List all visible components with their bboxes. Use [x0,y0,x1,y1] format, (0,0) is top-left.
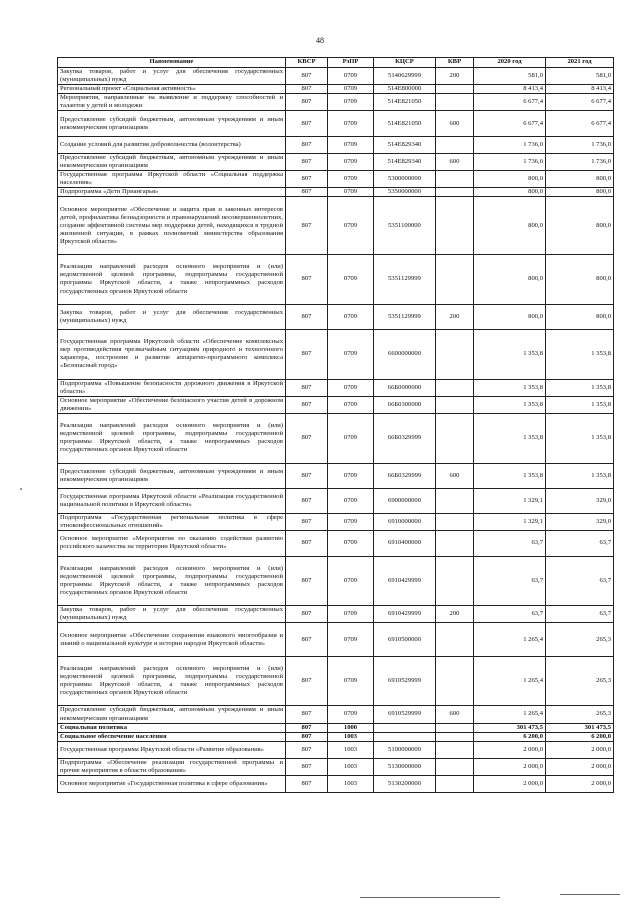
cell-rzpr: 1000 [328,723,374,732]
cell-2020: 63,7 [474,531,546,556]
cell-kcsr: 5130200000 [374,776,436,793]
cell-2020: 1 353,8 [474,413,546,463]
cell-kvr: 600 [436,111,474,136]
cell-rzpr: 0709 [328,396,374,413]
cell-2021: 63,7 [546,556,614,606]
cell-rzpr: 0709 [328,531,374,556]
cell-rzpr: 0709 [328,379,374,396]
cell-kvsr: 807 [286,606,328,623]
cell-kvsr: 807 [286,153,328,170]
cell-kvsr: 807 [286,463,328,488]
cell-2021: 800,0 [546,304,614,329]
cell-kvsr: 807 [286,111,328,136]
cell-kcsr: 514E800000 [374,85,436,94]
table-row [58,379,614,396]
cell-kvsr: 807 [286,732,328,741]
cell-kcsr: 66Б0000000 [374,379,436,396]
cell-name: Подпрограмма «Обеспечение реализации государственной программы и прочие мероприятия в области образования» [58,758,286,775]
cell-name: Социальная политика [58,723,286,732]
cell-kcsr: 6910500000 [374,623,436,656]
cell-kvr [436,488,474,513]
cell-2020: 1 736,0 [474,153,546,170]
cell-2020: 63,7 [474,556,546,606]
cell-kvr: 200 [436,304,474,329]
table-row [58,188,614,197]
cell-kvsr: 807 [286,531,328,556]
cell-2021: 6 677,4 [546,111,614,136]
cell-2020: 1 329,1 [474,514,546,531]
cell-kvsr: 807 [286,68,328,85]
cell-kcsr: 5100000000 [374,741,436,758]
cell-rzpr: 0709 [328,656,374,706]
cell-kvsr: 807 [286,706,328,723]
cell-name: Государственная программа Иркутской области «Развитие образования» [58,741,286,758]
cell-kcsr: 66Б0329999 [374,463,436,488]
header-rzpr: РзПР [328,58,374,68]
cell-kvsr: 807 [286,556,328,606]
cell-name: Подпрограмма «Повышение безопасности дорожного движения в Иркутской области» [58,379,286,396]
cell-kvr [436,776,474,793]
cell-kvsr: 807 [286,255,328,305]
cell-kvr: 600 [436,706,474,723]
cell-2021: 6 200,0 [546,732,614,741]
cell-kvr [436,197,474,255]
header-kcsr: КЦСР [374,58,436,68]
cell-2020: 2 000,0 [474,758,546,775]
table-row [58,304,614,329]
cell-kvsr: 807 [286,330,328,380]
cell-kvsr: 807 [286,379,328,396]
table-row [58,741,614,758]
cell-kvr [436,531,474,556]
cell-kcsr: 66Б0329999 [374,413,436,463]
cell-2020: 1 353,8 [474,330,546,380]
cell-rzpr: 0709 [328,94,374,111]
cell-kvr [436,656,474,706]
table-row [58,396,614,413]
cell-kcsr [374,732,436,741]
table-row [58,111,614,136]
table-row [58,68,614,85]
table-row [58,136,614,153]
cell-name: Реализация направлений расходов основного мероприятия и (или) ведомственной целевой программы, подпрограммы государственной программы Иркутской области, а также непрограммных расходов государственных органов Иркутской области [58,656,286,706]
cell-rzpr: 0709 [328,304,374,329]
cell-kvr [436,556,474,606]
cell-name: Мероприятия, направленные на выявление и поддержку способностей и талантов у детей и молодежи [58,94,286,111]
table-row [58,606,614,623]
header-2021: 2021 год [546,58,614,68]
cell-2021: 2 000,0 [546,776,614,793]
cell-name: Закупка товаров, работ и услуг для обеспечения государственных (муниципальных) нужд [58,606,286,623]
cell-kcsr: 5300000000 [374,171,436,188]
cell-2020: 6 200,0 [474,732,546,741]
cell-kvsr: 807 [286,723,328,732]
cell-kvr [436,379,474,396]
cell-kcsr: 514E829340 [374,153,436,170]
cell-kcsr: 5140629999 [374,68,436,85]
cell-2021: 1 353,8 [546,413,614,463]
cell-kvr: 600 [436,463,474,488]
cell-kvr [436,255,474,305]
cell-name: Основное мероприятие «Обеспечение безопасного участия детей в дорожном движении» [58,396,286,413]
cell-kvsr: 807 [286,413,328,463]
cell-kcsr: 6910529999 [374,656,436,706]
header-kvr: КВР [436,58,474,68]
table-row [58,153,614,170]
cell-rzpr: 1003 [328,741,374,758]
cell-kvsr: 807 [286,776,328,793]
cell-2020: 800,0 [474,188,546,197]
cell-kcsr: 6910000000 [374,514,436,531]
cell-kvr [436,396,474,413]
cell-kvsr: 807 [286,94,328,111]
cell-name: Реализация направлений расходов основного мероприятия и (или) ведомственной целевой программы, подпрограммы государственной программы Иркутской области, а также непрограммных расходов государственных органов Иркутской области [58,255,286,305]
cell-name: Реализация направлений расходов основного мероприятия и (или) ведомственной целевой программы, подпрограммы государственной программы Иркутской области, а также непрограммных расходов государственных органов Иркутской области [58,413,286,463]
cell-name: Закупка товаров, работ и услуг для обеспечения государственных (муниципальных) нужд [58,304,286,329]
cell-kcsr [374,723,436,732]
table-row [58,623,614,656]
table-row [58,171,614,188]
cell-2021: 1 736,0 [546,153,614,170]
cell-2020: 581,0 [474,68,546,85]
table-row [58,197,614,255]
cell-kvsr: 807 [286,136,328,153]
cell-kvsr: 807 [286,741,328,758]
table-row [58,556,614,606]
cell-kcsr: 514E829340 [374,136,436,153]
cell-kvr [436,732,474,741]
cell-rzpr: 0709 [328,85,374,94]
cell-kcsr: 6910529999 [374,706,436,723]
cell-2021: 301 473,5 [546,723,614,732]
cell-2021: 63,7 [546,531,614,556]
cell-kvsr: 807 [286,85,328,94]
cell-2021: 1 353,8 [546,330,614,380]
cell-2021: 1 353,8 [546,463,614,488]
cell-kvr [436,85,474,94]
cell-name: Основное мероприятие «Обеспечение сохранения языкового многообразия и знаний о национальной культуре и истории народов Иркутской области» [58,623,286,656]
cell-name: Основное мероприятие «Государственная политика в сфере образования» [58,776,286,793]
cell-2021: 265,3 [546,623,614,656]
cell-kvr: 200 [436,606,474,623]
page-number: 48 [316,36,324,45]
cell-2020: 2 000,0 [474,776,546,793]
cell-kcsr: 6910429999 [374,606,436,623]
cell-kvr [436,171,474,188]
cell-kcsr: 6910400000 [374,531,436,556]
cell-2020: 800,0 [474,171,546,188]
cell-kvsr: 807 [286,396,328,413]
cell-2020: 1 265,4 [474,656,546,706]
cell-rzpr: 0709 [328,255,374,305]
cell-kvr [436,623,474,656]
budget-table [57,57,614,793]
cell-2021: 63,7 [546,606,614,623]
cell-2020: 1 265,4 [474,706,546,723]
header-kvsr: КВСР [286,58,328,68]
cell-name: Предоставление субсидий бюджетным, автономным учреждениям и иным некоммерческим организациям [58,706,286,723]
cell-kvsr: 807 [286,171,328,188]
cell-2021: 329,0 [546,488,614,513]
cell-2020: 2 000,0 [474,741,546,758]
cell-2021: 800,0 [546,197,614,255]
scan-artifact-line [360,897,500,898]
cell-rzpr: 0709 [328,136,374,153]
cell-2020: 800,0 [474,304,546,329]
cell-rzpr: 1003 [328,776,374,793]
cell-2020: 1 736,0 [474,136,546,153]
cell-kvr [436,514,474,531]
cell-name: Подпрограмма «Государственная региональная политика в сфере этноконфессиональных отношений» [58,514,286,531]
cell-kvr: 600 [436,153,474,170]
cell-kvr [436,723,474,732]
header-name: Наименование [58,58,286,68]
table-row [58,255,614,305]
cell-kvr [436,136,474,153]
cell-rzpr: 0709 [328,171,374,188]
cell-name: Предоставление субсидий бюджетным, автономным учреждениям и иным некоммерческим организациям [58,463,286,488]
cell-name: Региональный проект «Социальная активность» [58,85,286,94]
cell-2021: 2 000,0 [546,758,614,775]
cell-2021: 800,0 [546,255,614,305]
cell-kcsr: 66Б0300000 [374,396,436,413]
cell-name: Предоставление субсидий бюджетным, автономным учреждениям и иным некоммерческим организациям [58,153,286,170]
cell-kvsr: 807 [286,758,328,775]
cell-rzpr: 0709 [328,68,374,85]
table-row [58,94,614,111]
cell-2020: 1 329,1 [474,488,546,513]
cell-kcsr: 6900000000 [374,488,436,513]
cell-kvr [436,94,474,111]
table-row [58,776,614,793]
cell-rzpr: 0709 [328,111,374,136]
table-row [58,706,614,723]
cell-rzpr: 0709 [328,413,374,463]
cell-name: Социальное обеспечение населения [58,732,286,741]
cell-name: Основное мероприятие «Мероприятия по оказанию содействия развитию российского казачества на территории Иркутской области» [58,531,286,556]
cell-2020: 301 473,5 [474,723,546,732]
cell-2020: 6 677,4 [474,94,546,111]
cell-name: Предоставление субсидий бюджетным, автономным учреждениям и иным некоммерческим организациям [58,111,286,136]
cell-rzpr: 0709 [328,623,374,656]
cell-2021: 800,0 [546,171,614,188]
cell-2021: 265,3 [546,706,614,723]
cell-kcsr: 5130000000 [374,758,436,775]
scan-artifact-dot [20,488,22,490]
cell-kvsr: 807 [286,514,328,531]
table-row [58,330,614,380]
cell-2021: 2 000,0 [546,741,614,758]
cell-2020: 1 353,8 [474,463,546,488]
cell-2020: 1 265,4 [474,623,546,656]
table-row [58,85,614,94]
cell-rzpr: 0709 [328,153,374,170]
cell-rzpr: 0709 [328,606,374,623]
cell-name: Реализация направлений расходов основного мероприятия и (или) ведомственной целевой программы, подпрограммы государственной программы Иркутской области, а также непрограммных расходов государственных органов Иркутской области [58,556,286,606]
cell-kcsr: 6600000000 [374,330,436,380]
cell-2021: 800,0 [546,188,614,197]
cell-kvsr: 807 [286,188,328,197]
cell-2020: 800,0 [474,255,546,305]
cell-2021: 1 353,8 [546,396,614,413]
cell-2020: 63,7 [474,606,546,623]
cell-name: Создание условий для развития добровольчества (волонтерства) [58,136,286,153]
cell-name: Закупка товаров, работ и услуг для обеспечения государственных (муниципальных) нужд [58,68,286,85]
cell-kvsr: 807 [286,197,328,255]
cell-kcsr: 5351100000 [374,197,436,255]
cell-kvsr: 807 [286,656,328,706]
table-row [58,732,614,741]
cell-2020: 800,0 [474,197,546,255]
cell-kvr [436,741,474,758]
cell-rzpr: 0709 [328,706,374,723]
table-row [58,514,614,531]
cell-2020: 8 413,4 [474,85,546,94]
table-body [58,68,614,793]
cell-kvr [436,758,474,775]
cell-kvr [436,330,474,380]
table-row [58,531,614,556]
cell-kvr [436,413,474,463]
cell-name: Государственная программа Иркутской области «Обеспечение комплексных мер противодействия чрезвычайным ситуациям природного и техногенного характера, построение и развитие аппаратно-программного комплекса «Безопасный город» [58,330,286,380]
cell-name: Основное мероприятие «Обеспечение и защита прав и законных интересов детей, профилактика безнадзорности и правонарушений несовершеннолетних, создание эффективной системы мер поддержки детей, находящихся в трудной жизненной ситуации, в рамках полномочий министерства образования Иркутской области» [58,197,286,255]
cell-2021: 1 353,8 [546,379,614,396]
cell-rzpr: 0709 [328,330,374,380]
table-row [58,463,614,488]
cell-kcsr: 5350000000 [374,188,436,197]
table-row [58,758,614,775]
cell-2021: 581,0 [546,68,614,85]
cell-2020: 1 353,8 [474,396,546,413]
cell-kcsr: 514E821050 [374,94,436,111]
cell-kcsr: 5351129999 [374,304,436,329]
cell-name: Государственная программа Иркутской области «Социальная поддержка населения» [58,171,286,188]
cell-rzpr: 0709 [328,197,374,255]
table-row [58,413,614,463]
cell-rzpr: 0709 [328,188,374,197]
scan-artifact-line [560,894,620,895]
cell-rzpr: 0709 [328,463,374,488]
cell-kcsr: 6910429999 [374,556,436,606]
cell-2021: 1 736,0 [546,136,614,153]
cell-kcsr: 5351129999 [374,255,436,305]
cell-name: Подпрограмма «Дети Приангарья» [58,188,286,197]
header-2020: 2020 год [474,58,546,68]
cell-kvsr: 807 [286,623,328,656]
cell-kvsr: 807 [286,304,328,329]
cell-2021: 8 413,4 [546,85,614,94]
table-row [58,488,614,513]
cell-rzpr: 1003 [328,732,374,741]
cell-2021: 6 677,4 [546,94,614,111]
cell-kcsr: 514E821050 [374,111,436,136]
cell-kvr [436,188,474,197]
cell-2020: 1 353,8 [474,379,546,396]
cell-name: Государственная программа Иркутской области «Реализация государственной национальной политики в Иркутской области» [58,488,286,513]
cell-rzpr: 0709 [328,488,374,513]
cell-rzpr: 1003 [328,758,374,775]
table-header-row [58,58,614,68]
table-row [58,723,614,732]
cell-2021: 265,3 [546,656,614,706]
cell-2021: 329,0 [546,514,614,531]
cell-rzpr: 0709 [328,514,374,531]
cell-kvr: 200 [436,68,474,85]
cell-kvsr: 807 [286,488,328,513]
table-row [58,656,614,706]
cell-rzpr: 0709 [328,556,374,606]
cell-2020: 6 677,4 [474,111,546,136]
